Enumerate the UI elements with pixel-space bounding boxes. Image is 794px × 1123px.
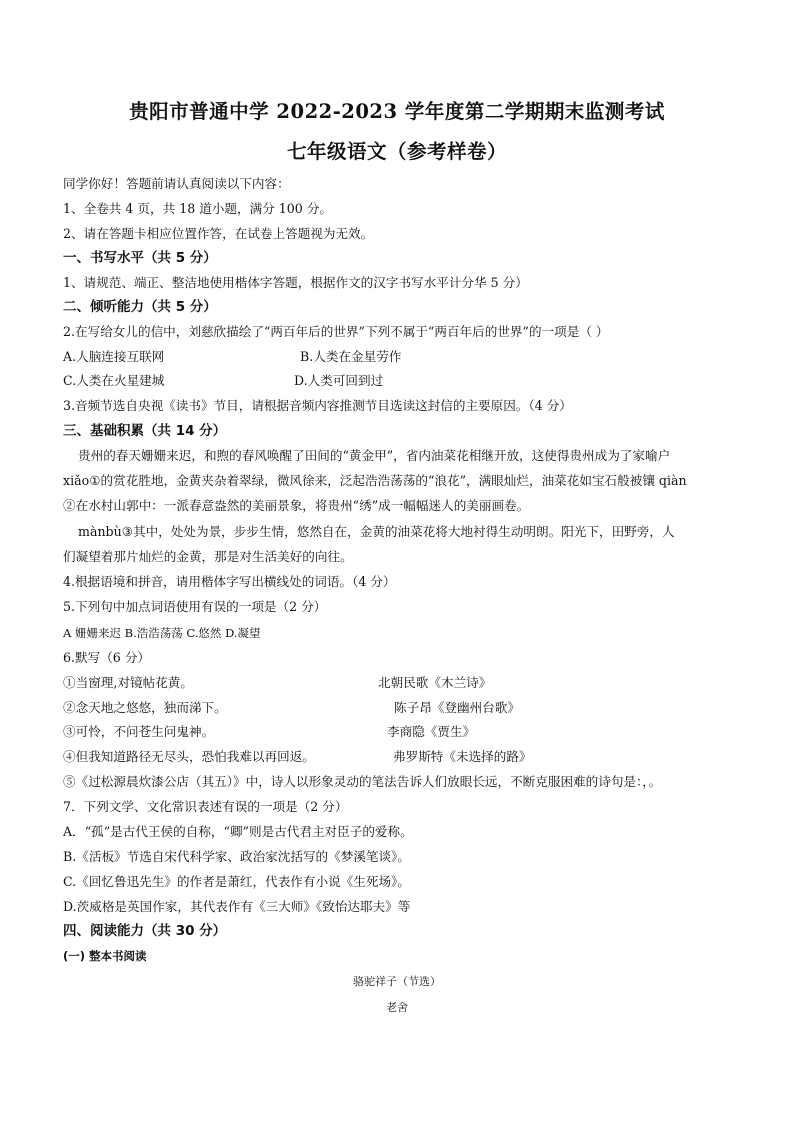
passage-line: xiǎo①的赏花胜地，金黄夹杂着翠绿，微风徐来，泛起浩浩荡荡的“浪花”，满眼灿烂，油菜花如宝石般被镶 qiàn bbox=[63, 473, 687, 488]
question-3: 3.音频节选自央视《读书》节目，请根据音频内容推测节目选读这封信的主要原因。（4 分） bbox=[63, 398, 572, 413]
question-5-options: A 姗姗来迟 B.浩浩荡荡 C.悠然 D.凝望 bbox=[63, 626, 261, 640]
question-6: 6.默写（6 分） bbox=[63, 650, 151, 665]
section-4-subheading: (一) 整本书阅读 bbox=[63, 949, 147, 963]
section-1-heading: 一、书写水平（共 5 分） bbox=[63, 250, 217, 266]
question-2-option-b: B.人类在金星劳作 bbox=[300, 349, 402, 364]
question-7-option-b: B.《活板》节选自宋代科学家、政治家沈括写的《梦溪笔谈》。 bbox=[63, 849, 410, 864]
recitation-line: ①当窗理,对镜帖花黄。 bbox=[63, 675, 193, 690]
recitation-source: 北朝民歌《木兰诗》 bbox=[378, 675, 492, 690]
passage-line: 们凝望着那片灿烂的金黄，那是对生活美好的向往。 bbox=[63, 549, 353, 564]
question-1: 1、请规范、端正、整洁地使用楷体字答题，根据作文的汉字书写水平计分华 5 分） bbox=[63, 275, 528, 290]
question-5: 5.下列句中加点词语使用有误的一项是（2 分） bbox=[63, 599, 327, 614]
question-2: 2.在写给女儿的信中，刘慈欣描绘了“两百年后的世界”下列不属于“两百年后的世界”的一项是（ ） bbox=[63, 324, 609, 339]
passage-line: 贵州的春天姗姗来迟，和煦的春风唤醒了田间的“黄金甲”，省内油菜花相继开放，这使得贵州成为了家喻户 bbox=[78, 448, 671, 463]
question-7-option-d: D.茨威格是英国作家，其代表作有《三大师》《致怡达耶夫》等 bbox=[63, 899, 411, 914]
recitation-line: ②念天地之悠悠，独而涕下。 bbox=[63, 700, 227, 715]
exam-title: 贵阳市普通中学 2022-2023 学年度第二学期期末监测考试 bbox=[129, 100, 665, 123]
recitation-line: ④但我知道路径无尽头，恐怕我难以再回返。 bbox=[63, 749, 315, 764]
recitation-source: 弗罗斯特《未选择的路》 bbox=[393, 749, 532, 764]
instructions-item-2: 2、请在答题卡相应位置作答，在试卷上答题视为无效。 bbox=[63, 226, 374, 241]
question-2-option-c: C.人类在火星建城 bbox=[63, 373, 165, 388]
section-3-heading: 三、基础积累（共 14 分） bbox=[63, 423, 227, 439]
section-2-heading: 二、倾听能力（共 5 分） bbox=[63, 299, 217, 315]
passage-line: mànbù③其中，处处为景，步步生情，悠然自在，金黄的油菜花将大地衬得生动明朗。阳光下，田野旁，人 bbox=[78, 524, 675, 539]
question-2-option-a: A.人脑连接互联网 bbox=[63, 349, 165, 364]
instructions-item-1: 1、全卷共 4 页，共 18 道小题，满分 100 分。 bbox=[63, 201, 333, 216]
passage-line: ②在水村山郭中：一派春意盎然的美丽景象，将贵州“绣”成一幅幅迷人的美丽画卷。 bbox=[63, 498, 530, 513]
question-7-option-c: C.《回忆鲁迅先生》的作者是萧红，代表作有小说《生死场》。 bbox=[63, 874, 410, 889]
question-7-option-a: A．“孤”是古代王侯的自称，“卿”则是古代君主对臣子的爱称。 bbox=[63, 824, 413, 839]
instructions-greeting: 同学你好！答题前请认真阅读以下内容： bbox=[63, 176, 290, 191]
section-4-heading: 四、阅读能力（共 30 分） bbox=[63, 923, 227, 939]
question-2-option-d: D.人类可回到过 bbox=[294, 373, 384, 388]
question-4: 4.根据语境和拼音，请用楷体字写出横线处的词语。（4 分） bbox=[63, 574, 396, 589]
recitation-source: 陈子昂《登幽州台歌》 bbox=[394, 700, 520, 715]
recitation-source: 李商隐《贾生》 bbox=[387, 724, 476, 739]
exam-subtitle: 七年级语文（参考样卷） bbox=[286, 140, 507, 163]
recitation-line: ③可怜，不问苍生问鬼神。 bbox=[63, 724, 215, 739]
reading-author: 老舍 bbox=[386, 1001, 408, 1014]
recitation-line: ⑤《过松源晨炊漆公店（其五）》中，诗人以形象灵动的笔法告诉人们放眼长远，不断克服困难的诗句是：，。 bbox=[63, 774, 662, 789]
reading-title: 骆驼祥子（节选） bbox=[353, 975, 441, 988]
question-7: 7．下列文学、文化常识表述有误的一项是（2 分） bbox=[63, 799, 348, 814]
